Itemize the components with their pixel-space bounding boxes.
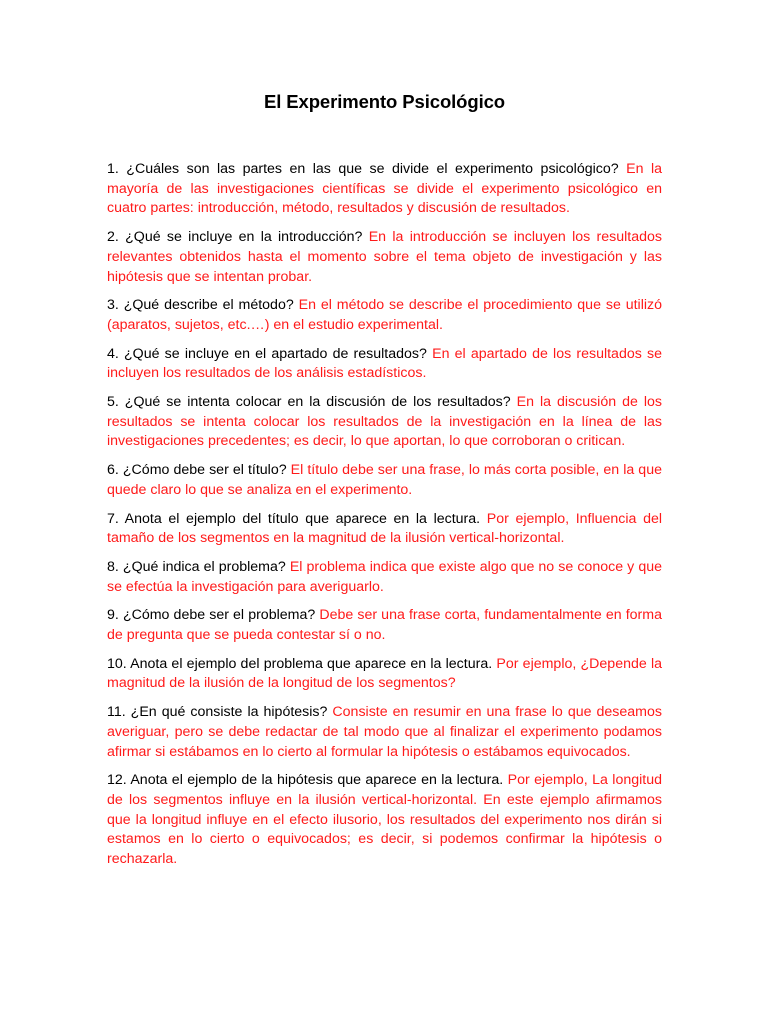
answer-text: En la mayoría de las investigaciones científicas se divide el experimento psicológico en cuatro partes: introducción, método, resultados y discusión de resultados. [107, 161, 662, 217]
question-text: 2. ¿Qué se incluye en la introducción? [107, 229, 363, 246]
qa-item-8 [107, 558, 662, 597]
document-page [107, 89, 662, 879]
answer-text: En el método se describe el procedimiento que se utilizó (aparatos, sujetos, etc.…) en el estudio experimental. [107, 297, 662, 333]
question-text: 7. Anota el ejemplo del título que aparece en la lectura. [107, 510, 481, 527]
answer-text: En la introducción se incluyen los resultados relevantes obtenidos hasta el momento sobre el tema objeto de investigación y las hipótesis que se intentan probar. [107, 229, 662, 285]
question-text: 9. ¿Cómo debe ser el problema? [107, 607, 316, 624]
answer-text: El problema indica que existe algo que no se conoce y que se efectúa la investigación para averiguarlo. [107, 558, 662, 595]
question-text: 11. ¿En qué consiste la hipótesis? [107, 704, 328, 721]
qa-item-11 [107, 703, 662, 762]
qa-item-6 [107, 461, 662, 500]
qa-item-2 [107, 228, 662, 287]
question-text: 4. ¿Qué se incluye en el apartado de resultados? [107, 345, 427, 362]
qa-item-7 [107, 510, 662, 549]
answer-text: En el apartado de los resultados se incluyen los resultados de los análisis estadísticos. [107, 345, 662, 382]
answer-text: Por ejemplo, La longitud de los segmentos influye en la ilusión vertical-horizontal. En este ejemplo afirmamos que la longitud influye en el efecto ilusorio, los resultados del experimento nos dirán si estamos en lo cierto o equivocados; es decir, si podemos confirmar la hipótesis o rechazarla. [107, 772, 662, 868]
qa-item-4 [107, 345, 662, 384]
answer-text: Debe ser una frase corta, fundamentalmente en forma de pregunta que se pueda contestar sí o no. [107, 607, 662, 644]
qa-item-3 [107, 296, 662, 335]
question-text: 1. ¿Cuáles son las partes en las que se divide el experimento psicológico? [107, 161, 619, 177]
question-text: 10. Anota el ejemplo del problema que aparece en la lectura. [107, 655, 493, 672]
question-text: 6. ¿Cómo debe ser el título? [107, 462, 287, 479]
question-text: 5. ¿Qué se intenta colocar en la discusión de los resultados? [107, 394, 511, 411]
question-text: 12. Anota el ejemplo de la hipótesis que aparece en la lectura. [107, 772, 504, 789]
answer-text: Consiste en resumir en una frase lo que deseamos averiguar, pero se debe redactar de tal modo que al finalizar el experimento podamos afirmar si estábamos en lo cierto al formular la hipótesis o estábamos equivocados. [107, 704, 662, 760]
qa-item-10 [107, 655, 662, 694]
answer-text: Por ejemplo, Influencia del tamaño de los segmentos en la magnitud de la ilusión vertical-horizontal. [107, 510, 663, 547]
question-text: 3. ¿Qué describe el método? [107, 297, 294, 314]
qa-item-12 [107, 771, 662, 870]
qa-item-5 [107, 393, 662, 452]
answer-text: El título debe ser una frase, lo más corta posible, en la que quede claro lo que se analiza en el experimento. [107, 462, 662, 498]
qa-item-9 [107, 606, 662, 645]
question-text: 8. ¿Qué indica el problema? [107, 558, 286, 575]
answer-text: Por ejemplo, ¿Depende la magnitud de la ilusión de la longitud de los segmentos? [107, 655, 663, 692]
qa-list [107, 160, 662, 870]
answer-text: En la discusión de los resultados se intenta colocar los resultados de la investigación en la línea de las investigaciones precedentes; es decir, lo que aportan, lo que corroboran o critican. [107, 394, 662, 450]
qa-item-1 [107, 160, 662, 219]
document-title: El Experimento Psicológico [263, 91, 506, 112]
